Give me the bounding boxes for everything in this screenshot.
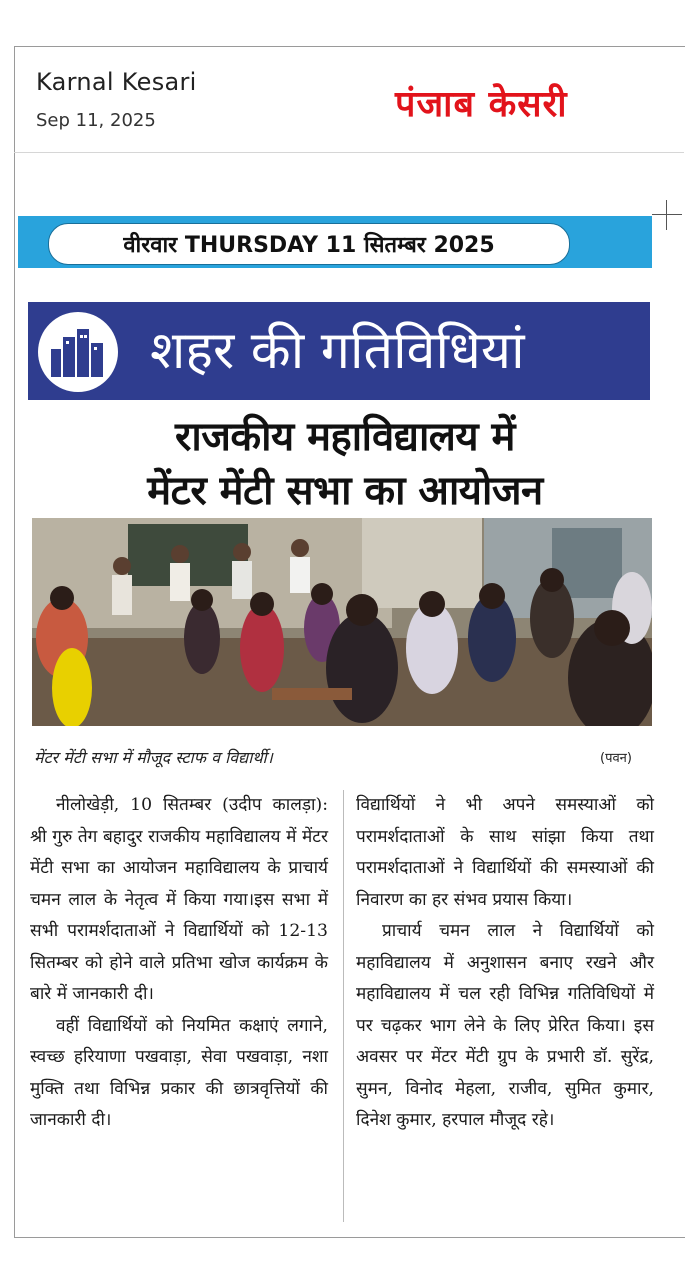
article-paragraph: नीलोखेड़ी, 10 सितम्बर (उदीप कालड़ा): श्री गुरु तेग बहादुर राजकीय महाविद्यालय में मेंटर मेंटी सभा का आयोजन महाविद्यालय के प्राचार्य चमन लाल के नेतृत्व में किया गया।इस सभा में सभी परामर्शदाताओं ने विद्यार्थियों को 12-13 सितम्बर को होने वाले प्रतिभा खोज कार्यक्रम के बारे में जानकारी दी। — [30, 795, 328, 1004]
photo-credit: (पवन) — [600, 751, 632, 766]
article-headline — [30, 410, 660, 518]
city-buildings-icon — [47, 327, 109, 377]
section-title: शहर की गतिविधियां — [150, 321, 525, 381]
article-photo — [32, 518, 652, 726]
photo-caption: मेंटर मेंटी सभा में मौजूद स्टाफ व विद्यार्थी। — [34, 748, 273, 767]
article-paragraph: वहीं विद्यार्थियों को नियमित कक्षाएं लगाने, स्वच्छ हरियाणा पखवाड़ा, सेवा पखवाड़ा, नशा मुक्ति तथा विभिन्न प्रकार की छात्रवृत्तियों की जानकारी दी। — [30, 1015, 328, 1130]
source-name: Karnal Kesari — [36, 68, 197, 96]
section-icon-badge — [38, 312, 118, 392]
column-divider — [343, 790, 344, 1222]
article-paragraph: प्राचार्य चमन लाल ने विद्यार्थियों को महाविद्यालय में अनुशासन बनाए रखने और महाविद्यालय में चल रही विभिन्न गतिविधियों में पर चढ़कर भाग लेने के लिए प्रेरित किया। इस अवसर पर मेंटर मेंटी ग्रुप के प्रभारी डॉ. सुरेंद्र, सुमन, विनोद मेहला, राजीव, सुमित कुमार, दिनेश कुमार, हरपाल मौजूद रहे। — [356, 921, 654, 1130]
article-column-right — [356, 790, 654, 1137]
headline-line-1: राजकीय महाविद्यालय में — [175, 414, 515, 460]
newspaper-logo: पंजाब केसरी — [395, 84, 568, 125]
classroom-photo-illustration — [32, 518, 652, 726]
edition-date: वीरवार THURSDAY 11 सितम्बर 2025 — [48, 223, 570, 265]
header-divider — [14, 152, 684, 153]
article-column-left — [30, 790, 328, 1137]
source-date: Sep 11, 2025 — [36, 110, 156, 131]
crosshair-plus-icon — [652, 200, 682, 230]
article-paragraph: विद्यार्थियों ने भी अपने समस्याओं को परामर्शदाताओं के साथ सांझा किया तथा परामर्शदाताओं ने विद्यार्थियों की समस्याओं की निवारण का हर संभव प्रयास किया। — [356, 795, 654, 910]
headline-line-2: मेंटर मेंटी सभा का आयोजन — [147, 468, 543, 514]
